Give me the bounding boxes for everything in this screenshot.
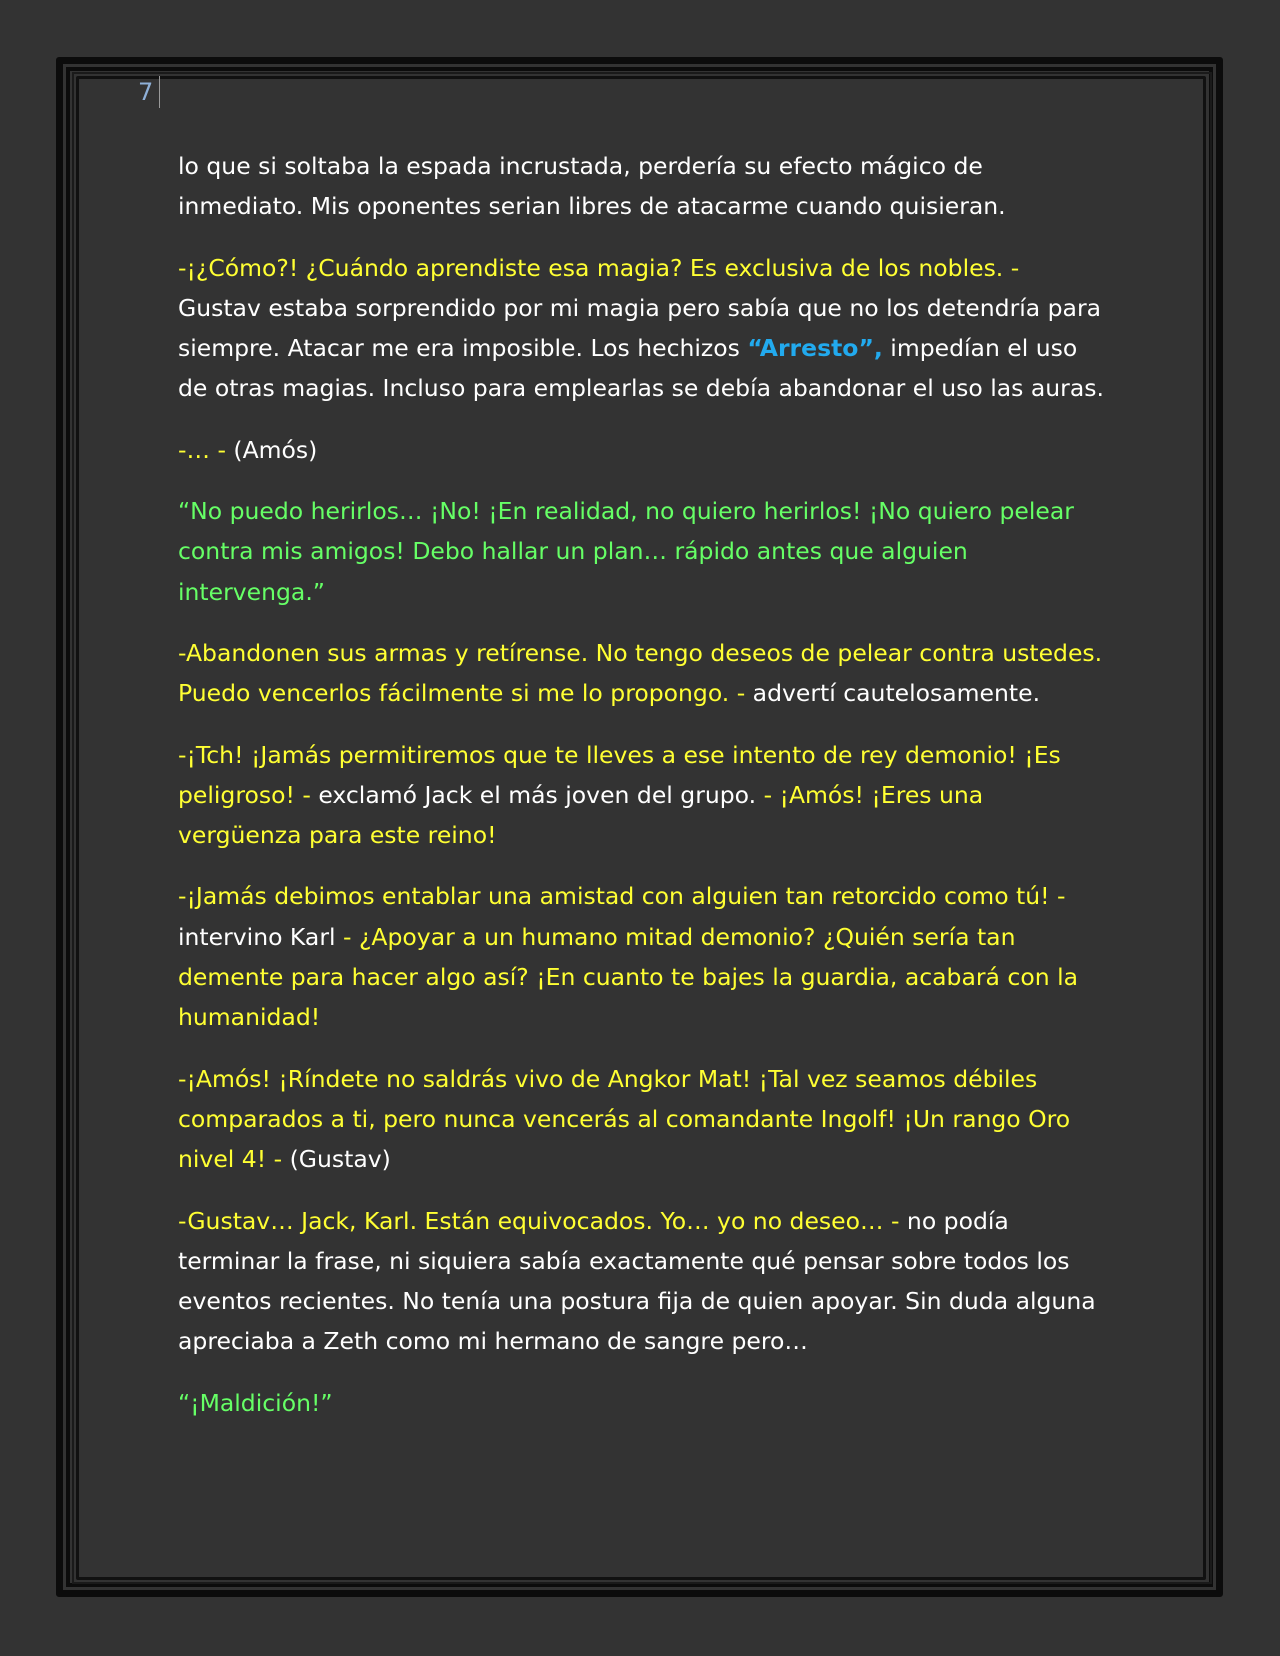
dialogue-text: -¡Tch! ¡Jamás permitiremos que te lleves a ese intento de rey demonio! ¡Es peligroso! - <box>178 740 1061 809</box>
thought-text: “No puedo herirlos… ¡No! ¡En realidad, no quiero herirlos! ¡No quiero pelear contra mis amigos! Debo hallar un plan… rápido antes que alguien intervenga.” <box>178 497 1074 606</box>
narration-text: impedían el uso de otras magias. Incluso para emplearlas se debía abandonar el uso las auras. <box>178 334 1104 403</box>
paragraph <box>178 146 1108 227</box>
paragraph <box>178 633 1108 714</box>
narration-text: lo que si soltaba la espada incrustada, perdería su efecto mágico de inmediato. Mis oponentes serian libres de atacarme cuando quisieran. <box>178 152 1006 221</box>
narration-text: exclamó Jack el más joven del grupo. <box>318 780 764 809</box>
spell-name: “Arresto”, <box>747 334 883 363</box>
dialogue-text: -¡¿Cómo?! ¿Cuándo aprendiste esa magia? Es exclusiva de los nobles. - <box>178 253 1020 282</box>
narration-text: intervino Karl <box>178 922 343 951</box>
dialogue-text: -¡Amós! ¡Ríndete no saldrás vivo de Angkor Mat! ¡Tal vez seamos débiles comparados a ti, pero nunca vencerás al comandante Ingolf! ¡Un rango Oro nivel 4! - <box>178 1064 1071 1174</box>
paragraph <box>178 876 1108 1037</box>
paragraph <box>178 1201 1108 1362</box>
paragraph <box>178 430 1108 470</box>
thought-text: “¡Maldición!” <box>178 1388 333 1417</box>
narration-text: Gustav estaba sorprendido por mi magia pero sabía que no los detendría para siempre. Atacar me era imposible. Los hechizos <box>178 293 1102 363</box>
narration-text: (Gustav) <box>289 1145 391 1174</box>
dialogue-text: -¡Jamás debimos entablar una amistad con alguien tan retorcido como tú! - <box>178 882 1066 911</box>
dialogue-text: - ¿Apoyar a un humano mitad demonio? ¿Quién sería tan demente para hacer algo así? ¡En cuanto te bajes la guardia, acabará con la humanidad! <box>178 922 1078 1032</box>
paragraph <box>178 1383 1108 1423</box>
story-text <box>178 146 1108 1444</box>
dialogue-text: - ¡Amós! ¡Eres una vergüenza para este reino! <box>178 780 984 850</box>
narration-text: no podía terminar la frase, ni siquiera sabía exactamente qué pensar sobre todos los eventos recientes. No tenía una postura fija de quien apoyar. Sin duda alguna apreciaba a Zeth como mi hermano de sangre pero… <box>178 1206 1096 1356</box>
paragraph <box>178 1059 1108 1180</box>
dialogue-text: -… - <box>178 435 234 464</box>
narration-text: (Amós) <box>233 435 318 464</box>
page-number: 7 <box>138 76 160 108</box>
paragraph <box>178 248 1108 409</box>
dialogue-text: -Gustav… Jack, Karl. Están equivocados. Yo… yo no deseo… - <box>178 1206 907 1235</box>
paragraph <box>178 735 1108 856</box>
dialogue-text: -Abandonen sus armas y retírense. No tengo deseos de pelear contra ustedes. Puedo vencerlos fácilmente si me lo propongo. - <box>178 638 1103 708</box>
narration-text: advertí cautelosamente. <box>752 679 1041 708</box>
paragraph <box>178 491 1108 612</box>
